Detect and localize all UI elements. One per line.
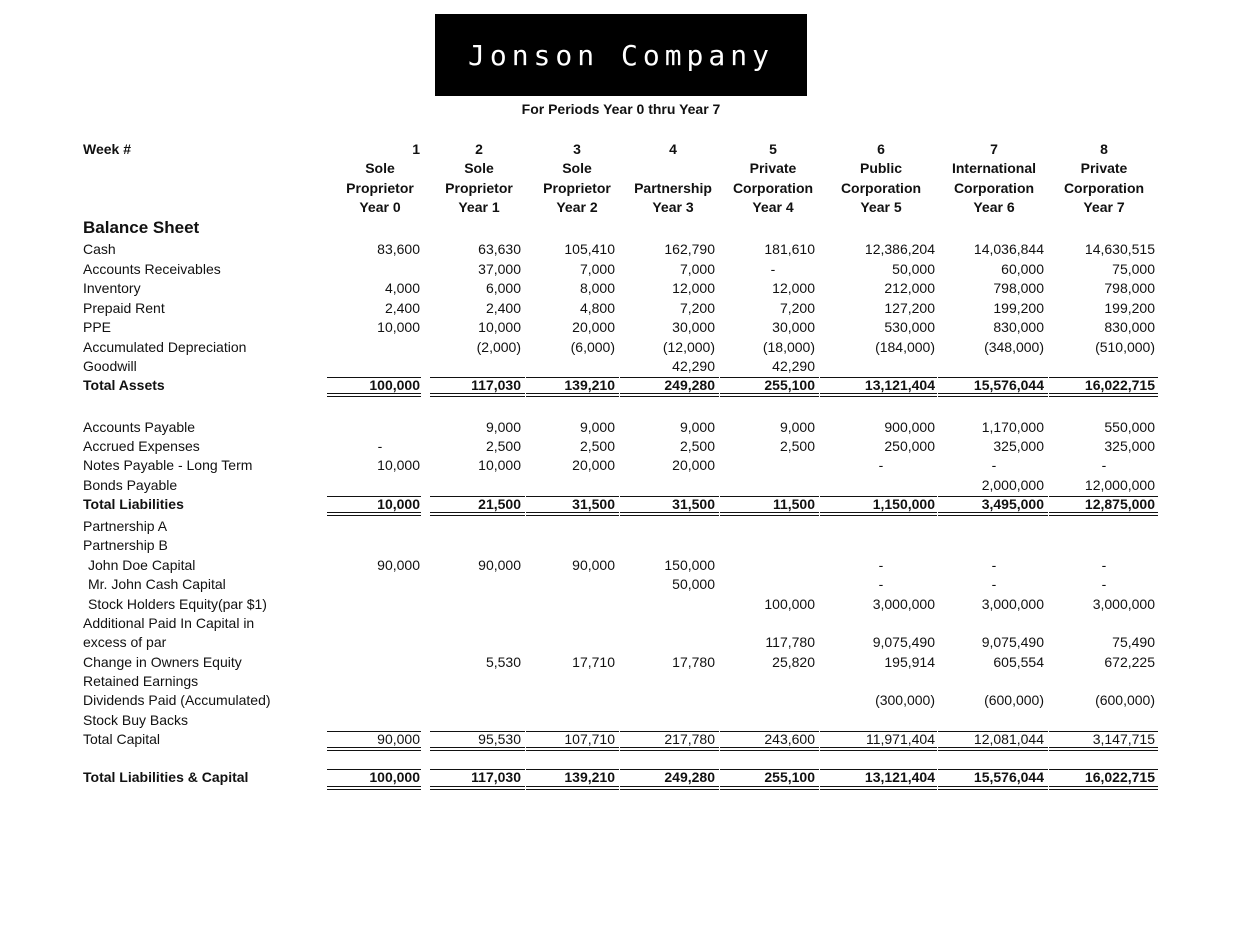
cell-value: 117,780 [765, 634, 815, 650]
row-label: Goodwill [83, 358, 137, 374]
cell-value: 212,000 [884, 280, 935, 296]
row-label: Accrued Expenses [83, 438, 200, 454]
cell-value: 150,000 [664, 557, 715, 573]
total-rule [430, 377, 525, 378]
cell-value: 250,000 [884, 438, 935, 454]
total-rule [430, 789, 525, 790]
total-rule [938, 789, 1048, 790]
total-rule [938, 786, 1048, 787]
cell-value: 42,290 [772, 358, 815, 374]
total-rule [430, 496, 525, 497]
cell-value: (510,000) [1095, 339, 1155, 355]
total-rule [1049, 396, 1158, 397]
cell-value: 1,150,000 [872, 496, 935, 512]
row-label: Retained Earnings [83, 673, 199, 689]
total-rule [526, 731, 619, 732]
total-rule [1049, 393, 1158, 394]
row-label: Inventory [83, 280, 141, 296]
cell-value: 605,554 [993, 654, 1044, 670]
company-title: Jonson Company [435, 14, 807, 96]
cell-value: 255,100 [764, 769, 815, 785]
column-header-line2: Proprietor [346, 180, 414, 196]
column-header-week: 8 [1100, 141, 1108, 157]
total-rule [430, 396, 525, 397]
column-header-week: 1 [412, 141, 420, 157]
total-rule [430, 786, 525, 787]
cell-value: 100,000 [369, 377, 420, 393]
row-label: Stock Holders Equity(par $1) [88, 596, 267, 612]
cell-value: 672,225 [1104, 654, 1155, 670]
cell-value: 16,022,715 [1084, 769, 1155, 785]
total-rule [620, 747, 719, 748]
column-header-line1: Sole [562, 160, 592, 176]
total-rule [620, 396, 719, 397]
cell-value: - [991, 557, 997, 573]
column-header-line3: Year 4 [752, 199, 794, 215]
cell-value: 31,500 [672, 496, 715, 512]
cell-value: 2,400 [485, 300, 521, 316]
total-rule [526, 789, 619, 790]
total-rule [1049, 512, 1158, 513]
cell-value: 530,000 [884, 319, 935, 335]
total-rule [820, 786, 937, 787]
cell-value: 16,022,715 [1084, 377, 1155, 393]
row-label: Bonds Payable [83, 477, 178, 493]
cell-value: 15,576,044 [973, 769, 1044, 785]
cell-value: 117,030 [471, 769, 521, 785]
cell-value: 9,000 [579, 419, 615, 435]
total-rule [526, 377, 619, 378]
cell-value: 3,147,715 [1092, 731, 1155, 747]
total-rule [1049, 496, 1158, 497]
cell-value: 63,630 [478, 241, 521, 257]
total-rule [327, 396, 421, 397]
cell-value: 21,500 [478, 496, 521, 512]
cell-value: 90,000 [572, 557, 615, 573]
cell-value: - [878, 557, 884, 573]
cell-value: 17,780 [672, 654, 715, 670]
row-label: Total Liabilities & Capital [83, 769, 249, 785]
total-rule [820, 750, 937, 751]
cell-value: 10,000 [478, 457, 521, 473]
cell-value: 117,030 [471, 377, 521, 393]
column-header-week: 2 [475, 141, 483, 157]
cell-value: 14,036,844 [973, 241, 1044, 257]
total-rule [1049, 731, 1158, 732]
row-label: Accounts Receivables [83, 261, 221, 277]
total-rule [526, 769, 619, 770]
total-rule [820, 747, 937, 748]
total-rule [720, 393, 819, 394]
cell-value: 3,495,000 [981, 496, 1044, 512]
row-label: Mr. John Cash Capital [88, 576, 226, 592]
cell-value: 7,000 [679, 261, 715, 277]
total-rule [620, 512, 719, 513]
cell-value: 75,000 [1112, 261, 1155, 277]
total-rule [430, 512, 525, 513]
column-header-line2: Corporation [840, 180, 922, 196]
cell-value: 5,530 [485, 654, 521, 670]
cell-value: 2,500 [679, 438, 715, 454]
column-header-line2: Proprietor [543, 180, 611, 196]
cell-value: 3,000,000 [1092, 596, 1155, 612]
total-rule [620, 393, 719, 394]
column-header-line1: Public [859, 160, 902, 176]
total-rule [1049, 750, 1158, 751]
total-rule [720, 377, 819, 378]
cell-value: 2,000,000 [981, 477, 1044, 493]
total-rule [430, 750, 525, 751]
cell-value: 8,000 [579, 280, 615, 296]
cell-value: (2,000) [476, 339, 521, 355]
period-subtitle: For Periods Year 0 thru Year 7 [521, 101, 721, 117]
column-header-line1: Private [749, 160, 797, 176]
total-rule [327, 393, 421, 394]
total-rule [327, 377, 421, 378]
cell-value: - [878, 457, 884, 473]
cell-value: 30,000 [672, 319, 715, 335]
cell-value: - [1101, 457, 1107, 473]
cell-value: 11,500 [772, 496, 815, 512]
column-header-line1: Private [1080, 160, 1128, 176]
total-rule [820, 789, 937, 790]
cell-value: 249,280 [664, 377, 715, 393]
row-label: PPE [83, 319, 112, 335]
cell-value: 830,000 [993, 319, 1044, 335]
cell-value: 7,200 [779, 300, 815, 316]
cell-value: 12,000,000 [1084, 477, 1155, 493]
total-rule [820, 393, 937, 394]
total-rule [720, 747, 819, 748]
cell-value: 550,000 [1104, 419, 1155, 435]
cell-value: 199,200 [1104, 300, 1155, 316]
column-header-line1: Sole [365, 160, 395, 176]
cell-value: (184,000) [875, 339, 935, 355]
total-rule [526, 396, 619, 397]
column-header-line3: Year 3 [652, 199, 694, 215]
cell-value: 195,914 [884, 654, 935, 670]
row-label: Additional Paid In Capital in [83, 615, 255, 631]
cell-value: 1,170,000 [981, 419, 1044, 435]
cell-value: - [377, 438, 383, 454]
total-rule [526, 747, 619, 748]
row-label: excess of par [83, 634, 167, 650]
row-label: Stock Buy Backs [83, 712, 189, 728]
total-rule [820, 512, 937, 513]
cell-value: 107,710 [564, 731, 615, 747]
total-rule [938, 731, 1048, 732]
cell-value: 95,530 [478, 731, 521, 747]
cell-value: (300,000) [875, 692, 935, 708]
column-header-line1: International [951, 160, 1036, 176]
cell-value: (18,000) [762, 339, 815, 355]
column-header-week: 7 [990, 141, 998, 157]
cell-value: 83,600 [377, 241, 420, 257]
row-label: Total Capital [83, 731, 161, 747]
cell-value: 798,000 [1104, 280, 1155, 296]
total-rule [526, 515, 619, 516]
cell-value: 9,075,490 [981, 634, 1044, 650]
cell-value: 127,200 [884, 300, 935, 316]
cell-value: - [770, 261, 776, 277]
total-rule [720, 789, 819, 790]
total-rule [430, 393, 525, 394]
cell-value: 90,000 [377, 731, 420, 747]
total-rule [938, 393, 1048, 394]
cell-value: 162,790 [664, 241, 715, 257]
column-header-week: 5 [769, 141, 777, 157]
row-label: Dividends Paid (Accumulated) [83, 692, 271, 708]
row-label: Accumulated Depreciation [83, 339, 247, 355]
total-rule [526, 786, 619, 787]
total-rule [820, 731, 937, 732]
column-header-week: 3 [573, 141, 581, 157]
total-rule [938, 515, 1048, 516]
cell-value: - [991, 576, 997, 592]
cell-value: 4,000 [384, 280, 420, 296]
cell-value: 10,000 [377, 319, 420, 335]
cell-value: 42,290 [672, 358, 715, 374]
total-rule [938, 377, 1048, 378]
total-rule [327, 789, 421, 790]
total-rule [1049, 769, 1158, 770]
total-rule [720, 512, 819, 513]
row-label: Change in Owners Equity [83, 654, 242, 670]
total-rule [526, 496, 619, 497]
column-header-line2: Corporation [953, 180, 1035, 196]
cell-value: 10,000 [478, 319, 521, 335]
total-rule [820, 769, 937, 770]
cell-value: 20,000 [572, 457, 615, 473]
total-rule [720, 786, 819, 787]
total-rule [1049, 789, 1158, 790]
column-header-line1: Sole [464, 160, 494, 176]
total-rule [327, 496, 421, 497]
total-rule [327, 515, 421, 516]
cell-value: (600,000) [984, 692, 1044, 708]
total-rule [430, 731, 525, 732]
column-header-week: 6 [877, 141, 885, 157]
total-rule [720, 731, 819, 732]
row-label: Cash [83, 241, 116, 257]
total-rule [720, 396, 819, 397]
total-rule [938, 769, 1048, 770]
cell-value: 90,000 [478, 557, 521, 573]
cell-value: 2,500 [485, 438, 521, 454]
cell-value: (6,000) [570, 339, 615, 355]
cell-value: (600,000) [1095, 692, 1155, 708]
cell-value: 12,000 [672, 280, 715, 296]
cell-value: 17,710 [572, 654, 615, 670]
total-rule [720, 769, 819, 770]
cell-value: 13,121,404 [864, 769, 935, 785]
cell-value: 37,000 [478, 261, 521, 277]
cell-value: 31,500 [572, 496, 615, 512]
total-rule [720, 496, 819, 497]
cell-value: 181,610 [764, 241, 815, 257]
cell-value: 20,000 [672, 457, 715, 473]
cell-value: 10,000 [377, 457, 420, 473]
total-rule [720, 750, 819, 751]
cell-value: 20,000 [572, 319, 615, 335]
cell-value: 9,000 [679, 419, 715, 435]
total-rule [327, 747, 421, 748]
cell-value: 75,490 [1112, 634, 1155, 650]
cell-value: 60,000 [1001, 261, 1044, 277]
total-rule [620, 769, 719, 770]
total-rule [327, 769, 421, 770]
cell-value: 139,210 [564, 769, 615, 785]
row-label: Total Liabilities [83, 496, 184, 512]
cell-value: 2,500 [779, 438, 815, 454]
cell-value: 798,000 [993, 280, 1044, 296]
cell-value: 243,600 [764, 731, 815, 747]
cell-value: 50,000 [672, 576, 715, 592]
column-header-line2: Corporation [732, 180, 814, 196]
total-rule [620, 496, 719, 497]
cell-value: 2,400 [384, 300, 420, 316]
cell-value: - [878, 576, 884, 592]
total-rule [620, 731, 719, 732]
total-rule [620, 750, 719, 751]
row-label: Partnership B [83, 537, 168, 553]
cell-value: 900,000 [884, 419, 935, 435]
cell-value: 11,971,404 [865, 731, 935, 747]
cell-value: 4,800 [579, 300, 615, 316]
cell-value: 139,210 [564, 377, 615, 393]
cell-value: 325,000 [1104, 438, 1155, 454]
total-rule [430, 769, 525, 770]
total-rule [938, 750, 1048, 751]
total-rule [938, 396, 1048, 397]
cell-value: 100,000 [369, 769, 420, 785]
total-rule [327, 731, 421, 732]
cell-value: 9,075,490 [872, 634, 935, 650]
cell-value: 255,100 [764, 377, 815, 393]
row-label: Total Assets [83, 377, 165, 393]
column-header-line2: Proprietor [445, 180, 513, 196]
total-rule [430, 515, 525, 516]
column-header-line2: Corporation [1063, 180, 1145, 196]
total-rule [820, 515, 937, 516]
row-label: Notes Payable - Long Term [83, 457, 253, 473]
cell-value: 12,000 [772, 280, 815, 296]
cell-value: (348,000) [984, 339, 1044, 355]
cell-value: 12,081,044 [973, 731, 1044, 747]
total-rule [938, 747, 1048, 748]
cell-value: - [1101, 557, 1107, 573]
column-header-line3: Year 5 [860, 199, 902, 215]
total-rule [526, 750, 619, 751]
total-rule [1049, 515, 1158, 516]
total-rule [327, 750, 421, 751]
cell-value: 249,280 [664, 769, 715, 785]
cell-value: 30,000 [772, 319, 815, 335]
row-label: Accounts Payable [83, 419, 196, 435]
total-rule [938, 512, 1048, 513]
cell-value: 3,000,000 [872, 596, 935, 612]
cell-value: 217,780 [664, 731, 715, 747]
cell-value: 14,630,515 [1084, 241, 1155, 257]
cell-value: 50,000 [892, 261, 935, 277]
total-rule [327, 786, 421, 787]
total-rule [1049, 786, 1158, 787]
total-rule [820, 396, 937, 397]
column-header-week: 4 [669, 141, 677, 157]
cell-value: 13,121,404 [864, 377, 935, 393]
column-header-line3: Year 2 [556, 199, 598, 215]
cell-value: 25,820 [772, 654, 815, 670]
column-header-line3: Year 1 [458, 199, 500, 215]
total-rule [1049, 377, 1158, 378]
cell-value: - [991, 457, 997, 473]
total-rule [620, 786, 719, 787]
cell-value: 6,000 [485, 280, 521, 296]
cell-value: 90,000 [377, 557, 420, 573]
column-header-line2: Partnership [634, 180, 712, 196]
total-rule [620, 377, 719, 378]
total-rule [430, 747, 525, 748]
total-rule [720, 515, 819, 516]
row-label: Prepaid Rent [83, 300, 165, 316]
section-title: Balance Sheet [83, 218, 200, 237]
column-header-line3: Year 0 [359, 199, 401, 215]
total-rule [327, 512, 421, 513]
total-rule [620, 789, 719, 790]
cell-value: 3,000,000 [981, 596, 1044, 612]
cell-value: 199,200 [993, 300, 1044, 316]
total-rule [620, 515, 719, 516]
row-label: John Doe Capital [88, 557, 196, 573]
total-rule [1049, 747, 1158, 748]
cell-value: 10,000 [377, 496, 420, 512]
cell-value: 105,410 [564, 241, 615, 257]
cell-value: 100,000 [764, 596, 815, 612]
cell-value: 7,000 [579, 261, 615, 277]
column-header-line3: Year 6 [973, 199, 1015, 215]
column-header-line3: Year 7 [1083, 199, 1125, 215]
total-rule [526, 512, 619, 513]
total-rule [820, 377, 937, 378]
cell-value: 9,000 [779, 419, 815, 435]
cell-value: 830,000 [1104, 319, 1155, 335]
total-rule [820, 496, 937, 497]
total-rule [526, 393, 619, 394]
cell-value: 7,200 [679, 300, 715, 316]
total-rule [938, 496, 1048, 497]
cell-value: (12,000) [662, 339, 715, 355]
cell-value: - [1101, 576, 1107, 592]
cell-value: 2,500 [579, 438, 615, 454]
cell-value: 12,875,000 [1084, 496, 1155, 512]
row-label: Partnership A [83, 518, 168, 534]
week-label: Week # [83, 141, 131, 157]
cell-value: 325,000 [993, 438, 1044, 454]
cell-value: 9,000 [485, 419, 521, 435]
cell-value: 15,576,044 [973, 377, 1044, 393]
cell-value: 12,386,204 [864, 241, 935, 257]
